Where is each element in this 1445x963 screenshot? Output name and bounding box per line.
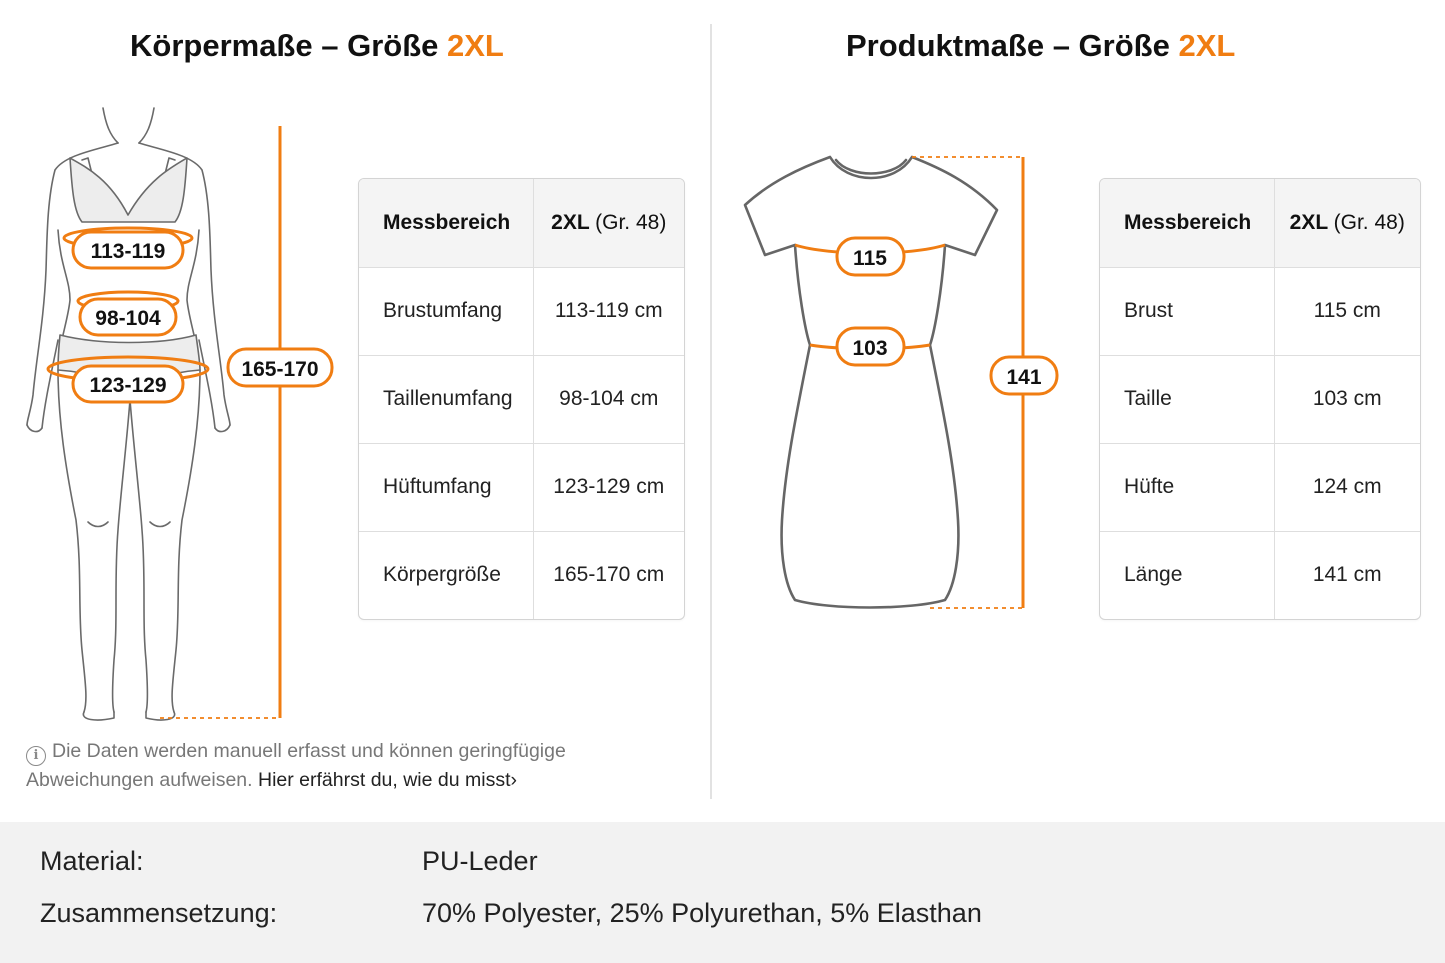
- row-label: Taillenumfang: [359, 355, 533, 443]
- row-value: 123-129 cm: [533, 443, 684, 531]
- measurement-disclaimer: [26, 737, 666, 795]
- row-value: 98-104 cm: [533, 355, 684, 443]
- chevron-right-icon: ›: [510, 769, 518, 791]
- row-value: 113-119 cm: [533, 267, 684, 355]
- material-label: Material:: [40, 846, 144, 876]
- dress-illustration: [745, 157, 997, 608]
- composition-value: 70% Polyester, 25% Polyurethan, 5% Elasthan: [422, 898, 982, 928]
- product-measurements-table: [1099, 178, 1421, 620]
- material-row: [40, 846, 538, 877]
- header-size-label: 2XL: [1289, 210, 1328, 234]
- row-label: Hüftumfang: [359, 443, 533, 531]
- svg-text:141: 141: [1006, 366, 1042, 389]
- badge-dress-waist: [837, 328, 904, 365]
- table-row: [1100, 443, 1420, 531]
- header-size: [533, 179, 684, 267]
- table-row: [359, 531, 684, 619]
- svg-text:113-119: 113-119: [90, 240, 166, 263]
- badge-dress-length: [991, 357, 1057, 394]
- row-label: Brustumfang: [359, 267, 533, 355]
- svg-text:98-104: 98-104: [95, 307, 161, 330]
- material-value: PU-Leder: [422, 846, 538, 876]
- header-measure-area: Messbereich: [1100, 179, 1274, 267]
- svg-text:123-129: 123-129: [89, 374, 167, 397]
- header-size-gr: (Gr. 48): [595, 210, 667, 234]
- title-size: 2XL: [446, 28, 504, 63]
- info-icon: i: [26, 746, 46, 766]
- how-to-measure-link[interactable]: [258, 769, 517, 791]
- disclaimer-text: Die Daten werden manuell erfasst und können geringfügige Abweichungen aufweisen.: [26, 740, 566, 791]
- table-row: [1100, 355, 1420, 443]
- row-value: 103 cm: [1274, 355, 1420, 443]
- badge-waist: [80, 299, 176, 335]
- badge-dress-chest: [837, 238, 904, 275]
- body-measurements-table: [358, 178, 685, 620]
- header-size-label: 2XL: [551, 210, 590, 234]
- composition-label: Zusammensetzung:: [40, 898, 278, 928]
- header-size-gr: (Gr. 48): [1333, 210, 1405, 234]
- badge-hip: [73, 366, 183, 402]
- body-figure-illustration: [27, 108, 230, 720]
- table-row: [359, 267, 684, 355]
- badge-chest: [73, 232, 183, 268]
- title-prefix: Körpermaße – Größe: [130, 28, 447, 63]
- table-header-row: [359, 179, 684, 267]
- row-label: Brust: [1100, 267, 1274, 355]
- row-value: 165-170 cm: [553, 563, 665, 587]
- svg-text:103: 103: [852, 337, 888, 360]
- svg-text:115: 115: [853, 247, 887, 270]
- badge-height: [228, 349, 332, 386]
- table-header-row: [1100, 179, 1420, 267]
- table-row: [359, 355, 684, 443]
- composition-row: [40, 898, 982, 929]
- how-to-measure-link-text: Hier erfährst du, wie du misst: [258, 769, 511, 791]
- table-row: [359, 443, 684, 531]
- table-row: [1100, 267, 1420, 355]
- row-label: Hüfte: [1100, 443, 1274, 531]
- row-label: Körpergröße: [359, 531, 533, 619]
- table-row: [1100, 531, 1420, 619]
- row-value: 124 cm: [1274, 443, 1420, 531]
- row-label: Taille: [1100, 355, 1274, 443]
- title-prefix: Produktmaße – Größe: [846, 28, 1179, 63]
- header-size: [1274, 179, 1420, 267]
- row-label: Länge: [1100, 531, 1274, 619]
- header-measure-area: Messbereich: [359, 179, 533, 267]
- svg-text:165-170: 165-170: [241, 358, 319, 381]
- row-value: 115 cm: [1274, 267, 1420, 355]
- title-size: 2XL: [1178, 28, 1236, 63]
- row-value: 141 cm: [1312, 563, 1382, 587]
- product-details-footer: [0, 822, 1445, 963]
